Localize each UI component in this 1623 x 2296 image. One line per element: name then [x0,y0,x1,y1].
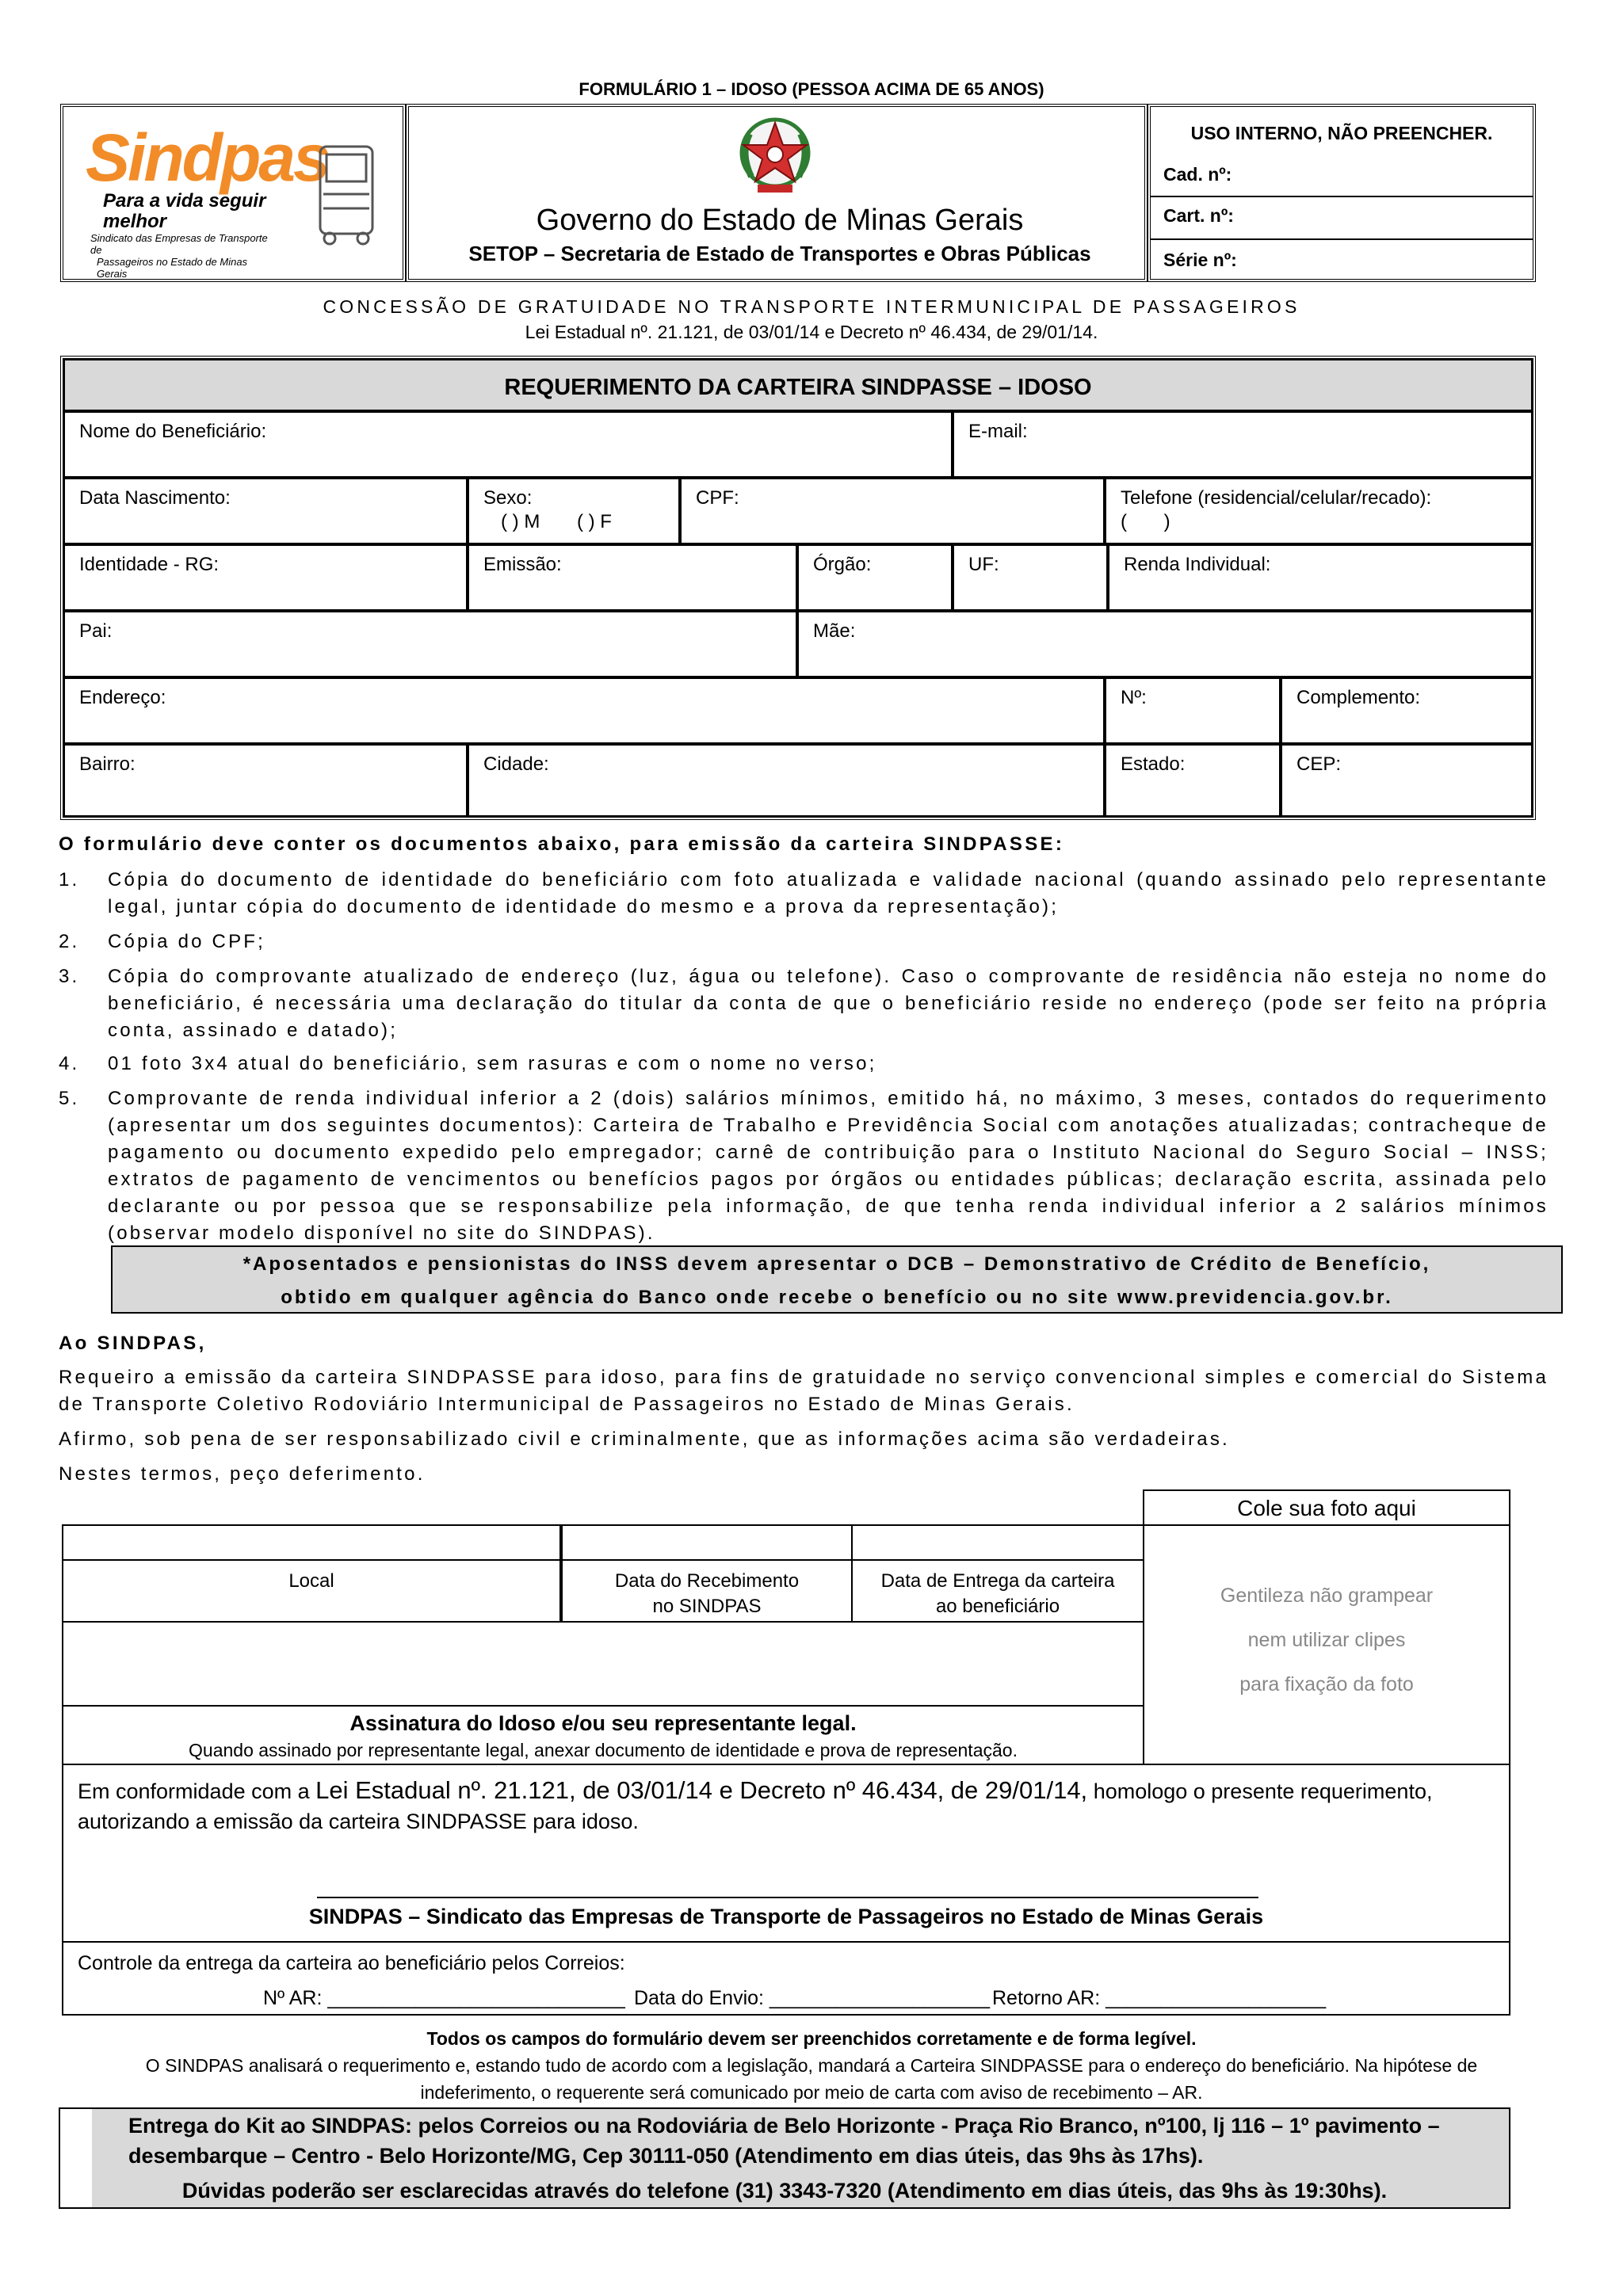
number-field[interactable] [1105,677,1281,744]
homologation-signature-line [317,1897,1258,1898]
state-field[interactable] [1105,744,1281,817]
logo-subtitle-1: Sindicato das Empresas de Transporte de [90,232,268,256]
city-field[interactable] [468,744,1105,817]
signature-note: Quando assinado por representante legal, anexar documento de identidade e prova de representação. [189,1740,1018,1760]
inss-note-box [111,1245,1563,1314]
request-paragraph-3: Nestes termos, peço deferimento. [59,1463,426,1485]
issuer-field[interactable] [797,544,953,611]
request-form-title-bar [63,359,1533,411]
city-label: Cidade: [483,753,549,775]
address-label: Endereço: [79,687,166,708]
local-input[interactable] [62,1524,561,1561]
signature-caption: Assinatura do Idoso e/ou seu representante legal. [349,1711,857,1735]
sex-label: Sexo: [483,487,533,509]
receipt-date-header [561,1559,853,1623]
doc-item-4-text: 01 foto 3x4 atual do beneficiário, sem rasuras e com o nome no verso; [108,1053,877,1074]
inss-note-line-2: obtido em qualquer agência do Banco onde recebe o benefício ou no site www.previdencia.gov.br. [281,1287,1393,1308]
kit-line-1: Entrega do Kit ao SINDPAS: pelos Correios ou na Rodoviária de Belo Horizonte - Praça Rio Branco, nº100, lj 116 – 1º pavimento – [128,2114,1440,2138]
phone-label: Telefone (residencial/celular/recado): [1121,487,1432,509]
ar-return-field[interactable]: Retorno AR: ____________________ [992,1987,1327,2009]
income-label: Renda Individual: [1124,554,1271,575]
cpf-field[interactable] [680,478,1105,544]
footer-line-3: indeferimento, o requerente será comunicado por meio de carta com aviso de recebimento – AR. [420,2082,1203,2103]
serie-field: Série nº: [1163,250,1237,270]
photo-note-3: para fixação da foto [1239,1673,1414,1695]
doc-item-1 [59,867,1549,921]
sindpas-logo [86,120,328,280]
father-label: Pai: [79,620,113,642]
rg-field[interactable] [63,544,468,611]
concession-law: Lei Estadual nº. 21.121, de 03/01/14 e Decreto nº 46.434, de 29/01/14. [525,322,1098,342]
concession-title: CONCESSÃO DE GRATUIDADE NO TRANSPORTE INTERMUNICIPAL DE PASSAGEIROS [323,296,1300,317]
kit-line-2: desembarque – Centro - Belo Horizonte/MG, Cep 30111-050 (Atendimento em dias úteis, das 9hs às 17hs). [128,2144,1204,2168]
homologation-line-2: autorizando a emissão da carteira SINDPASSE para idoso. [78,1810,639,1833]
receipt-date-input[interactable] [561,1524,853,1561]
homologation-text [78,1776,1496,1805]
birthdate-label: Data Nascimento: [79,487,231,509]
delivery-control-box [62,1941,1510,2016]
cad-field: Cad. nº: [1163,164,1232,185]
income-field[interactable] [1108,544,1533,611]
uf-label: UF: [968,554,999,575]
footer-line-1: Todos os campos do formulário devem ser preenchidos corretamente e de forma legível. [426,2028,1197,2049]
doc-item-4-num: 4. [59,1053,80,1074]
doc-item-1-num: 1. [59,869,80,891]
bus-icon [312,139,384,250]
issue-date-label: Emissão: [483,554,562,575]
photo-title-box [1143,1489,1510,1526]
doc-item-3 [59,963,1549,1044]
gov-header-box [406,104,1148,282]
delivery-date-label-2: ao beneficiário [935,1596,1060,1617]
photo-note-2: nem utilizar clipes [1247,1629,1406,1651]
mother-field[interactable] [797,611,1533,677]
complement-field[interactable] [1281,677,1533,744]
request-paragraph-1: Requeiro a emissão da carteira SINDPASSE para idoso, para fins de gratuidade no serviço convencional simples e comercial do Sistema de Transporte Coletivo Rodoviário Intermunicipal de Passageiros no Estado de Minas Gerais. [59,1367,1549,1415]
uf-field[interactable] [953,544,1108,611]
homologation-suffix: homologo o presente requerimento, [1087,1779,1433,1803]
request-form-title: REQUERIMENTO DA CARTEIRA SINDPASSE – IDOSO [504,375,1092,400]
doc-item-5 [59,1085,1549,1247]
salutation: Ao SINDPAS, [59,1333,207,1354]
doc-item-1-text: Cópia do documento de identidade do beneficiário com foto atualizada e validade nacional (quando assinado pelo representante legal, juntar cópia do documento de identidade do mesmo e a prova da representação); [108,869,1549,917]
doc-item-5-text: Comprovante de renda individual inferior a 2 (dois) salários mínimos, emitido há, no máximo, 3 meses, contados do requerimento (apresentar um dos seguintes documentos): Carteira de Trabalho e Previdência Social com anotações atualizadas; contracheque de pagamento ou documento expedido pelo empregador; carnê de contribuição para o Instituto Nacional do Seguro Social – INSS; extratos de pagamento de vencimentos ou benefícios pagos por órgãos ou entidades públicas; declaração escrita, assinada pelo declarante ou por pessoa que se responsabilize pela informação, de que tenha renda individual inferior a 2 salários mínimos (observar modelo disponível no site do SINDPAS). [108,1088,1549,1244]
form-title: FORMULÁRIO 1 – IDOSO (PESSOA ACIMA DE 65 ANOS) [579,79,1044,99]
sex-field[interactable] [468,478,680,544]
issuer-label: Órgão: [813,554,872,575]
logo-box [60,104,406,282]
address-field[interactable] [63,677,1105,744]
photo-note-1: Gentileza não grampear [1220,1585,1434,1607]
doc-item-2-num: 2. [59,931,80,952]
delivery-control-title: Controle da entrega da carteira ao beneficiário pelos Correios: [78,1952,625,1974]
kit-line-3: Dúvidas poderão ser esclarecidas através do telefone (31) 3343-7320 (Atendimento em dias úteis, das 9hs às 19:30hs). [181,2179,1388,2203]
signature-caption-box [62,1705,1144,1765]
email-label: E-mail: [968,421,1028,442]
footer-line-2: O SINDPAS analisará o requerimento e, estando tudo de acordo com a legislação, mandará a Carteira SINDPASSE para o endereço do beneficiário. Na hipótese de [145,2055,1478,2076]
homologation-prefix: Em conformidade com a [78,1779,316,1803]
logo-subtitle-2: Passageiros no Estado de Minas Gerais [97,256,248,280]
complement-label: Complemento: [1296,687,1421,708]
delivery-date-label-1: Data de Entrega da carteira [880,1570,1115,1592]
email-field[interactable] [953,411,1533,478]
doc-item-3-num: 3. [59,966,80,987]
internal-use-title: USO INTERNO, NÃO PREENCHER. [1190,123,1493,143]
birthdate-field[interactable] [63,478,468,544]
coat-of-arms-icon [734,115,816,197]
logo-tagline: Para a vida seguir melhor [103,190,266,232]
doc-item-4 [59,1051,1549,1077]
homologation-law: Lei Estadual nº. 21.121, de 03/01/14 e Decreto nº 46.434, de 29/01/14, [315,1776,1088,1804]
mother-label: Mãe: [813,620,856,642]
neighborhood-label: Bairro: [79,753,136,775]
receipt-date-label-2: no SINDPAS [652,1596,762,1617]
local-label: Local [288,1570,334,1592]
documents-heading: O formulário deve conter os documentos abaixo, para emissão da carteira SINDPASSE: [59,833,1065,855]
phone-ddd: ( ) [1121,511,1170,532]
photo-area[interactable] [1143,1524,1510,1765]
number-label: Nº: [1121,687,1147,708]
cep-field[interactable] [1281,744,1533,817]
phone-field[interactable] [1105,478,1533,544]
doc-item-3-text: Cópia do comprovante atualizado de endereço (luz, água ou telefone). Caso o comprovante de residência não esteja no nome do beneficiário, é necessária uma declaração do titular da conta de que o beneficiário reside no endereço (pode ser feito na própria conta, assinado e datado); [108,966,1549,1041]
kit-delivery-box [59,2107,1510,2209]
photo-title: Cole sua foto aqui [1237,1496,1416,1520]
doc-item-2 [59,929,1549,955]
doc-item-2-text: Cópia do CPF; [108,931,266,952]
name-field[interactable] [63,411,953,478]
name-label: Nome do Beneficiário: [79,421,267,442]
issue-date-field[interactable] [468,544,797,611]
gov-subtitle: SETOP – Secretaria de Estado de Transportes e Obras Públicas [468,242,1091,265]
logo-wordmark: Sindpas [86,120,328,195]
internal-use-box [1148,104,1536,282]
cep-label: CEP: [1296,753,1342,775]
delivery-date-input[interactable] [851,1524,1144,1561]
inss-note-line-1: *Aposentados e pensionistas do INSS devem apresentar o DCB – Demonstrativo de Crédito de Benefício, [242,1253,1431,1275]
cpf-label: CPF: [696,487,739,509]
father-field[interactable] [63,611,797,677]
cart-field: Cart. nº: [1163,205,1234,226]
local-header [62,1559,561,1623]
doc-item-5-num: 5. [59,1088,80,1109]
ar-number-field[interactable]: Nº AR: ___________________________ [263,1987,625,2009]
sex-options[interactable]: ( ) M ( ) F [501,511,612,532]
state-label: Estado: [1121,753,1186,775]
neighborhood-field[interactable] [63,744,468,817]
receipt-date-label-1: Data do Recebimento [614,1570,800,1592]
rg-label: Identidade - RG: [79,554,220,575]
delivery-date-header [851,1559,1144,1623]
request-paragraph-2: Afirmo, sob pena de ser responsabilizado civil e criminalmente, que as informações acima são verdadeiras. [59,1428,1230,1450]
signature-area[interactable] [62,1621,1144,1707]
homologation-box [62,1764,1510,1943]
gov-title: Governo do Estado de Minas Gerais [536,204,1024,237]
send-date-field[interactable]: Data do Envio: ____________________ [634,1987,991,2009]
homologation-signatory: SINDPAS – Sindicato das Empresas de Transporte de Passageiros no Estado de Minas Gerais [308,1905,1264,1928]
